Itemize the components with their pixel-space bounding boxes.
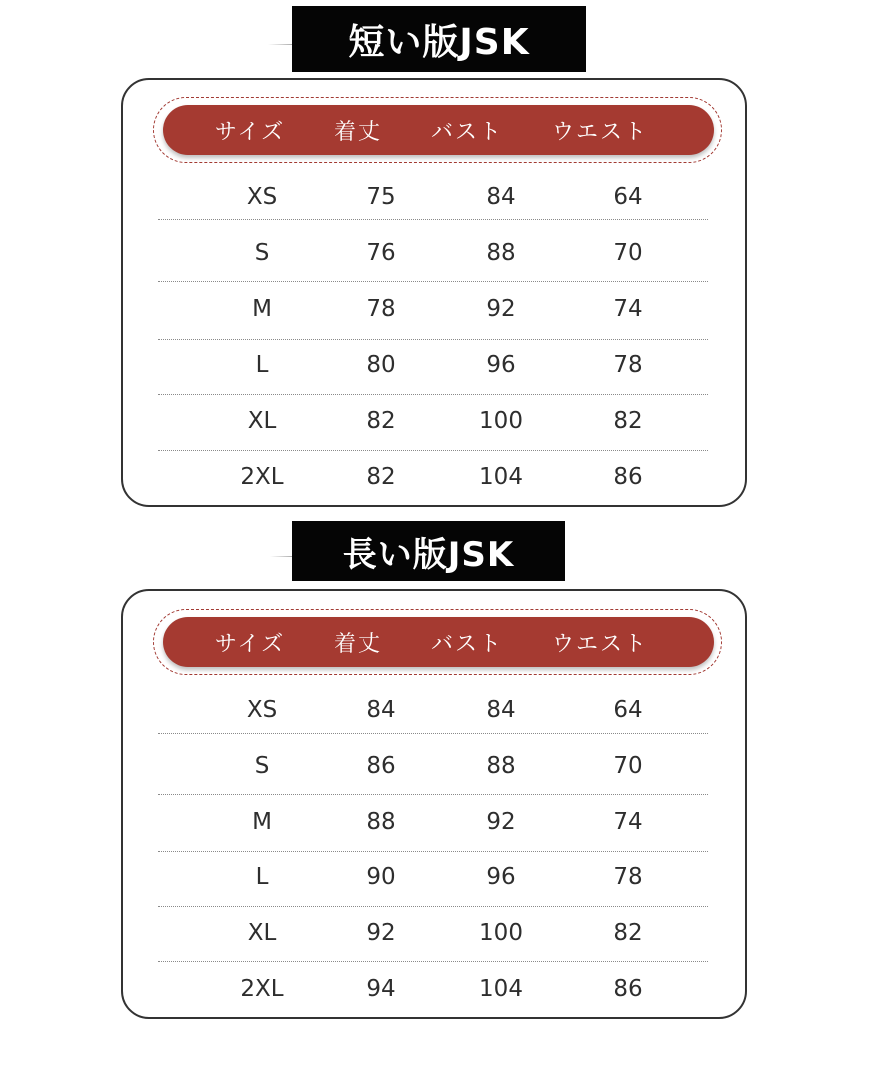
table-cell: 92 (486, 296, 516, 322)
table-cell: M (252, 296, 272, 322)
table-cell: 88 (486, 753, 516, 779)
table-cell: 82 (366, 464, 396, 490)
table-cell: 74 (613, 809, 643, 835)
table-cell: 82 (613, 920, 643, 946)
table-cell: 90 (366, 864, 396, 890)
table-cell: 92 (486, 809, 516, 835)
row-divider (158, 219, 708, 220)
table-cell: XL (247, 920, 277, 946)
row-divider (158, 281, 708, 282)
table-cell: 86 (366, 753, 396, 779)
table-cell: 88 (366, 809, 396, 835)
table-cell: L (255, 352, 269, 378)
row-divider (158, 450, 708, 451)
header-waist: ウエスト (551, 119, 649, 145)
header-length: 着丈 (333, 631, 383, 657)
table-cell: 70 (613, 240, 643, 266)
table-cell: 104 (479, 976, 523, 1002)
table-cell: 78 (613, 352, 643, 378)
table-cell: M (252, 809, 272, 835)
short-version-title: 短い版JSK (292, 6, 586, 72)
table-cell: 100 (479, 920, 523, 946)
header-waist: ウエスト (551, 631, 649, 657)
table-cell: 75 (366, 184, 396, 210)
header-bust: バスト (430, 631, 504, 657)
table-cell: 104 (479, 464, 523, 490)
row-divider (158, 851, 708, 852)
table-cell: S (254, 753, 270, 779)
table-cell: XL (247, 408, 277, 434)
table-cell: S (254, 240, 270, 266)
table-cell: 80 (366, 352, 396, 378)
table-cell: 78 (613, 864, 643, 890)
table-cell: 86 (613, 976, 643, 1002)
table-cell: 70 (613, 753, 643, 779)
row-divider (158, 394, 708, 395)
table-cell: 82 (366, 408, 396, 434)
row-divider (158, 906, 708, 907)
table-cell: 84 (486, 697, 516, 723)
table-cell: XS (246, 184, 278, 210)
table-cell: L (255, 864, 269, 890)
table-cell: 84 (486, 184, 516, 210)
long-version-title: 長い版JSK (292, 521, 565, 581)
table-cell: 64 (613, 697, 643, 723)
header-size: サイズ (214, 631, 286, 657)
table-cell: 96 (486, 864, 516, 890)
table-cell: 74 (613, 296, 643, 322)
header-bust: バスト (430, 119, 504, 145)
table-cell: 2XL (240, 464, 284, 490)
table-cell: 64 (613, 184, 643, 210)
row-divider (158, 961, 708, 962)
table-cell: 86 (613, 464, 643, 490)
table-cell: 76 (366, 240, 396, 266)
long-header-row (163, 617, 714, 667)
table-cell: 94 (366, 976, 396, 1002)
table-cell: 100 (479, 408, 523, 434)
table-cell: 92 (366, 920, 396, 946)
table-cell: 82 (613, 408, 643, 434)
table-cell: XS (246, 697, 278, 723)
row-divider (158, 339, 708, 340)
row-divider (158, 733, 708, 734)
short-header-row (163, 105, 714, 155)
table-cell: 88 (486, 240, 516, 266)
header-size: サイズ (214, 119, 286, 145)
table-cell: 96 (486, 352, 516, 378)
table-cell: 2XL (240, 976, 284, 1002)
header-length: 着丈 (333, 119, 383, 145)
table-cell: 84 (366, 697, 396, 723)
row-divider (158, 794, 708, 795)
table-cell: 78 (366, 296, 396, 322)
